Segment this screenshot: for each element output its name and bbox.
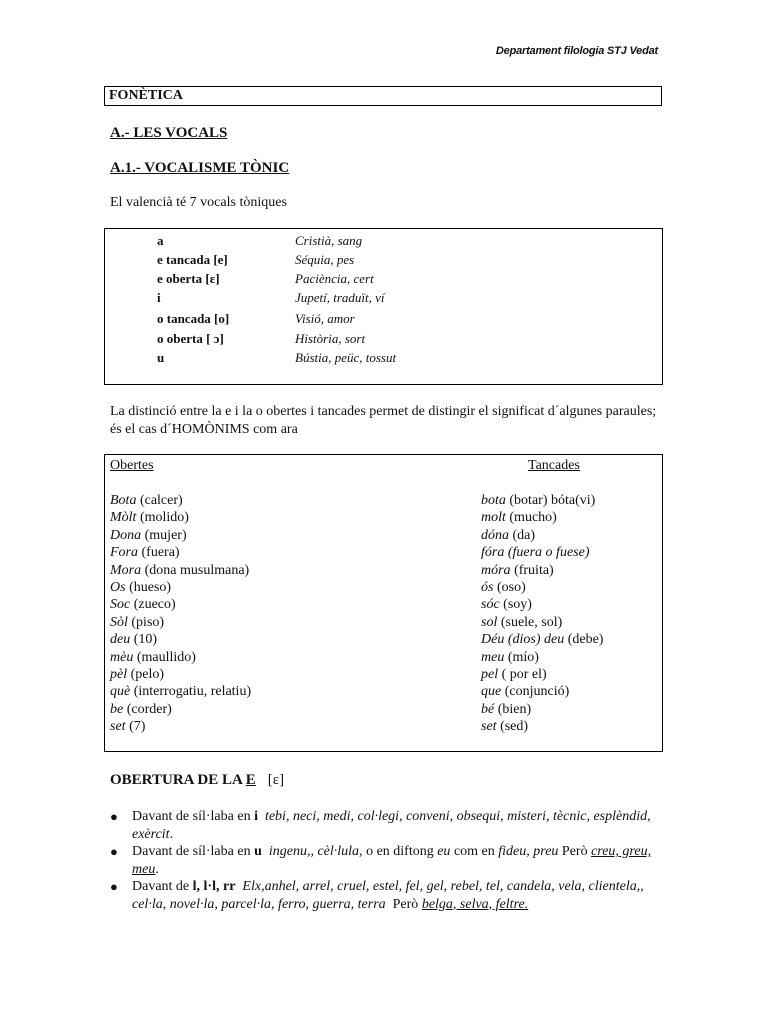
title-box: FONÈTICA — [104, 86, 662, 106]
homonym-row — [110, 544, 251, 561]
closed-words-column — [481, 492, 603, 736]
vowel-row — [157, 329, 365, 348]
homonym-word: deu — [110, 632, 131, 648]
homonym-row — [110, 509, 251, 526]
homonym-row — [110, 649, 251, 666]
homonym-row — [110, 579, 251, 596]
section-heading-a1: A.1.- VOCALISME TÒNIC — [110, 160, 290, 176]
homonym-gloss: (pelo) — [127, 667, 165, 683]
rule-diphthong: eu — [437, 844, 451, 859]
homonym-gloss: (7) — [125, 719, 146, 735]
rule-text: Però — [558, 844, 592, 859]
homonym-row — [481, 666, 603, 683]
homonym-row — [481, 631, 603, 648]
homonym-row — [110, 562, 251, 579]
homonym-gloss: (soy) — [499, 597, 532, 613]
list-item: ● Davant de síl·laba en u ingenu,, cèl·lula, o en diftong eu com en fideu, preu Però creu, greu, meu. — [110, 844, 652, 877]
homonym-word: set — [481, 719, 497, 735]
homonym-gloss: (maullido) — [133, 649, 196, 665]
homonym-word: que — [481, 684, 502, 700]
homonym-gloss: (molido) — [136, 510, 189, 526]
homonym-gloss: (debe) — [564, 632, 604, 648]
homonym-word: bota — [481, 493, 506, 508]
homonym-row — [110, 683, 251, 700]
homonym-row — [110, 701, 251, 718]
homonym-row — [481, 509, 603, 526]
rule-key: u — [254, 844, 262, 859]
homonym-word: pèl — [110, 667, 128, 683]
homonym-word: Dona — [110, 527, 142, 543]
homonym-word: Mora — [110, 562, 142, 578]
homonym-word: ós — [481, 580, 494, 596]
homonym-row — [481, 596, 603, 613]
vowel-example: Jupetí, traduït, ví — [295, 290, 385, 305]
homonym-gloss: (da) — [509, 527, 536, 543]
homonym-row — [481, 718, 603, 735]
bullet-icon: ● — [110, 844, 118, 859]
homonym-word: Mòlt — [110, 510, 137, 526]
homonym-row — [481, 649, 603, 666]
homonym-word: set — [110, 719, 126, 735]
homonym-row — [110, 614, 251, 631]
homonym-word: molt — [481, 510, 506, 526]
homonym-word: fóra (fuera o fuese) — [481, 545, 590, 561]
homonym-gloss: ( por el) — [498, 667, 547, 683]
homonym-gloss: (dona musulmana) — [141, 562, 250, 578]
vowel-label: o tancada [o] — [157, 311, 230, 326]
rule-lead: Davant de — [132, 879, 193, 894]
homonym-gloss: (bien) — [494, 701, 532, 717]
homonym-row — [481, 492, 603, 509]
vowel-example: Séquia, pes — [295, 252, 355, 267]
vowel-row — [157, 288, 385, 307]
vowel-example: Paciència, cert — [295, 271, 374, 286]
homonym-row — [481, 683, 603, 700]
homonym-word: què — [110, 684, 131, 700]
rule-examples: ingenu,, cèl·lula, — [268, 844, 363, 859]
rule-key: l, l·l, rr — [192, 879, 236, 894]
homonym-row — [110, 492, 251, 509]
homonym-row — [110, 666, 251, 683]
obertura-heading — [110, 772, 284, 789]
rule-examples: fideu, preu — [498, 844, 559, 859]
homonym-gloss: (oso) — [493, 580, 526, 596]
homonym-gloss: (mujer) — [141, 527, 187, 543]
vowel-row — [157, 269, 374, 288]
obertura-letter: E — [245, 772, 256, 788]
distinction-text: La distinció entre la e i la o obertes i tancades permet de distingir el significat d´algunes paraules; és el cas d´HOMÒNIMS com ara — [110, 404, 657, 437]
rule-exceptions: belga, selva, feltre. — [421, 896, 529, 912]
homonym-gloss: (botar) bóta(vi) — [505, 493, 596, 508]
column-header-obertes: Obertes — [110, 458, 154, 473]
homonym-row — [481, 701, 603, 718]
rule-key: i — [254, 809, 258, 824]
homonym-word: bé — [481, 701, 495, 717]
obertura-label: OBERTURA DE LA — [110, 772, 246, 788]
vowel-example: Història, sort — [295, 331, 366, 346]
page-header: Departament filologia STJ Vedat — [495, 45, 658, 57]
rule-text: o en diftong — [362, 844, 438, 859]
homonym-word: mèu — [110, 649, 134, 665]
homonym-row — [481, 544, 603, 561]
homonym-gloss: (mío) — [504, 649, 539, 665]
vowel-row — [157, 250, 354, 269]
homonym-word: Soc — [110, 597, 131, 613]
homonym-gloss: (interrogatiu, relatiu) — [130, 684, 252, 700]
vowel-example: Cristià, sang — [295, 233, 363, 248]
vowel-example: Bústia, peüc, tossut — [295, 350, 397, 365]
homonym-word: Os — [110, 580, 126, 596]
homonym-gloss: (mucho) — [505, 510, 557, 526]
homonym-gloss: (sed) — [496, 719, 529, 735]
vowel-label: i — [157, 290, 161, 305]
rule-text: Però — [392, 896, 422, 912]
homonym-gloss: (fuera) — [138, 545, 180, 561]
homonyms-box — [104, 454, 663, 752]
homonym-gloss: (corder) — [123, 701, 172, 717]
homonym-gloss: (suele, sol) — [497, 614, 563, 630]
column-header-tancades: Tancades — [528, 458, 580, 473]
homonym-word: sóc — [481, 597, 500, 613]
homonym-row — [481, 579, 603, 596]
homonym-word: Fora — [110, 545, 138, 561]
homonym-word: Sòl — [110, 614, 128, 630]
vowel-label: a — [157, 233, 164, 248]
section-heading-a: A.- LES VOCALS — [110, 125, 228, 141]
rule-lead: Davant de síl·laba en — [132, 809, 255, 824]
homonym-gloss: (hueso) — [125, 580, 172, 596]
homonym-gloss: (conjunció) — [501, 684, 570, 700]
homonym-gloss: (piso) — [127, 614, 165, 630]
homonym-word: pel — [481, 667, 499, 683]
homonym-word: Bota — [110, 493, 137, 508]
homonym-gloss: (calcer) — [136, 493, 183, 508]
list-item — [110, 878, 662, 913]
rule-exceptions: creu, greu, meu — [132, 844, 652, 877]
homonym-word: be — [110, 701, 124, 717]
rule-examples: Elx,anhel, arrel, cruel, estel, fel, gel, rebel, tel, candela, vela, clientela,, cel·la, novel·la, parcel·la, ferro, guerra, terra — [132, 879, 644, 912]
homonym-word: móra — [481, 562, 511, 578]
bullet-icon: ● — [110, 879, 118, 894]
vowel-label: e oberta [ɛ] — [157, 271, 220, 286]
bullet-icon: ● — [110, 809, 118, 824]
vowel-example: Visió, amor — [295, 311, 355, 326]
vowel-label: e tancada [e] — [157, 252, 228, 267]
rules-list — [110, 808, 662, 913]
homonym-word: Déu (dios) deu — [481, 632, 565, 648]
homonym-word: sol — [481, 614, 498, 630]
obertura-ipa: [ɛ] — [267, 772, 285, 788]
homonym-gloss: (10) — [130, 632, 158, 648]
intro-text: El valencià té 7 vocals tòniques — [110, 195, 287, 210]
homonym-row — [481, 614, 603, 631]
homonym-row — [481, 527, 603, 544]
rule-lead: Davant de síl·laba en — [132, 844, 255, 859]
rule-text: com en — [450, 844, 499, 859]
homonym-gloss: (zueco) — [130, 597, 176, 613]
homonym-word: meu — [481, 649, 505, 665]
rule-examples: tebi, neci, medi, col·legi, conveni, obsequi, misteri, tècnic, esplèndid, exèrcit — [132, 809, 651, 842]
homonym-row — [481, 562, 603, 579]
vowel-label: o oberta [ ɔ] — [157, 331, 224, 346]
homonym-row — [110, 527, 251, 544]
homonym-row — [110, 631, 251, 648]
homonym-word: dóna — [481, 527, 509, 543]
homonym-row — [110, 596, 251, 613]
list-item: ● Davant de síl·laba en i tebi, neci, medi, col·legi, conveni, obsequi, misteri, tècnic, esplèndid, exèrcit. — [110, 809, 651, 842]
vowel-row — [157, 231, 362, 250]
open-words-column — [110, 492, 251, 736]
homonym-row — [110, 718, 251, 735]
vowel-label: u — [157, 350, 165, 365]
homonym-gloss: (fruita) — [510, 562, 554, 578]
vowels-box — [104, 228, 663, 385]
vowel-row — [157, 348, 396, 367]
vowel-row — [157, 309, 355, 328]
